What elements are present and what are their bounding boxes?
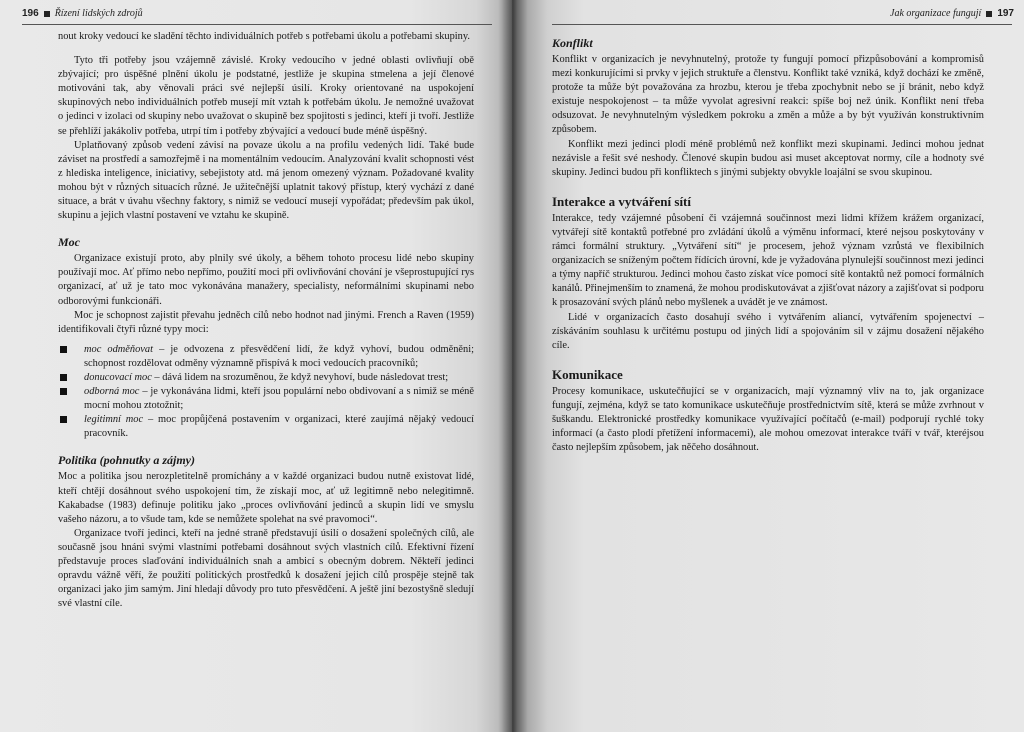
- list-item-text: – je vykonávána lidmi, kteří jsou populární nebo obdivovaní a s nimiž se méně mocní mohou ztotožnit;: [84, 386, 474, 412]
- list-item-text: – moc propůjčená postavením v organizaci, které zaujímá nějaký vedoucí pracovník.: [84, 414, 474, 440]
- right-page: [512, 0, 1024, 732]
- paragraph: Procesy komunikace, uskutečňující se v organizacích, mají významný vliv na to, jak organizace fungují, zejména, když se tato komunikace uskutečňuje prostřednictvím sítě, která se může zvrhnout v šuškandu. Elektronické prostředky komunikace využívající počítačů (e-mail) podporují rychlé toky informací (a často plodí přetížení informacemi), ale mohou omezovat interakce tváří v tvář, kteréjsou často nejlepším způsobem, jak něčeho dosáhnout.: [552, 385, 984, 454]
- list-item: [58, 385, 474, 413]
- square-bullet-icon: [60, 346, 67, 353]
- right-running-title: Jak organizace fungují: [890, 8, 982, 19]
- paragraph: Tyto tři potřeby jsou vzájemně závislé. Kroky vedoucího v jedné oblasti ovlivňují obě zbývající; pro úspěšné plnění úkolu je podstatné, jestliže je skupina stmelena a její členové motivováni tak, aby věnovali práci své nejlepší úsilí. Kroky orientované na uspokojení skupinových nebo individuálních potřeb musejí mít vztah k potřebám úkolu. Je nemožné uvažovat o jedinci v izolaci od skupiny nebo uvažovat o skupině bez spojitosti s jedinci, kteří ji tvoří. Jestliže se přehlíží jakákoliv potřeba, utrpí tím i potřeby zbývající a vedoucí bude méně úspěšný.: [58, 55, 474, 137]
- list-item-term: odborná moc: [84, 386, 140, 398]
- list-item-text: – je odvozena z přesvědčení lidí, že když vyhoví, budou odměněni; schopnost rozdělovat odměny významně přispívá k moci vedoucích pracovníků;: [84, 343, 474, 369]
- paragraph: Moc a politika jsou nerozpletitelně promíchány a v každé organizaci budou nutně existovat lidé, kteří chtějí dosáhnout svého uspokojení tím, že získají moc, ať už legitimně nebo nelegitimně. Kakabadse (1983) definuje politiku jako „proces ovlivňování jedinců a skupin lidí ve smyslu vašeho názoru, a to všude tam, kde se nemůžete spolehat na své pravomoci“.: [58, 471, 474, 525]
- section-heading-komunikace: Komunikace: [552, 366, 623, 382]
- paragraph: Konflikt v organizacích je nevyhnutelný, protože ty fungují pomocí přizpůsobování a kompromisů mezi konkurujícími si prvky v jejich struktuře a členstvu. Konflikt také vzniká, když dochází ke změně, protože ta může být považována za hrozbu, kterou je třeba zpochybnit nebo se jí bránit, nebo když existuje nespokojenost – ta může vyvolat agresivní reakci: spíše boj než únik. Konflikt není třeba odsuzovat. Je nevyhnutelným výsledkem pokroku a změn a může a by být využíván konstruktivním způsobem.: [552, 54, 984, 136]
- section-heading-moc: Moc: [58, 235, 80, 250]
- square-bullet-icon: [44, 11, 50, 17]
- list-item-term: moc odměňovat: [84, 343, 153, 355]
- paragraph: Moc je schopnost zajistit převahu jedněch cílů nebo hodnot nad jinými. French a Raven (1959) identifikovali čtyři různé typy moci:: [58, 309, 474, 335]
- power-types-list: [58, 343, 474, 442]
- left-header-rule: [22, 24, 492, 25]
- list-item: [58, 371, 474, 385]
- list-item-term: donucovací moc: [84, 371, 152, 383]
- left-running-head: [22, 8, 143, 19]
- section-heading-politika: Politika (pohnutky a zájmy): [58, 453, 196, 468]
- left-page-number: 196: [22, 8, 39, 19]
- left-running-title: Řízení lidských zdrojů: [54, 8, 143, 19]
- paragraph: Lidé v organizacích často dosahují svého i vytvářením aliancí, vytvářením spojenectví – získáváním souhlasu k určitému postupu od jiných lidí a spojováním sil v zájmu dosažení nějakého cíle.: [552, 311, 984, 351]
- section-heading-konflikt: Konflikt: [552, 36, 593, 50]
- list-item: [58, 343, 474, 371]
- right-header-rule: [552, 24, 1012, 25]
- paragraph: nout kroky vedoucí ke sladění těchto individuálních potřeb s potřebami úkolu a potřebami skupiny.: [58, 31, 470, 42]
- list-item-term: legitimní moc: [84, 414, 144, 426]
- list-item: [58, 413, 474, 441]
- right-page-number: 197: [997, 8, 1014, 19]
- square-bullet-icon: [60, 388, 67, 395]
- square-bullet-icon: [986, 11, 992, 17]
- right-running-head: [890, 8, 1014, 19]
- list-item-text: – dává lidem na srozuměnou, že když nevyhoví, bude následovat trest;: [151, 371, 449, 383]
- paragraph: Interakce, tedy vzájemné působení či vzájemná součinnost mezi lidmi křížem krážem organizací, vytvářejí sítě kontaktů potřebné pro zvládání úkolů a výměnu informací, které nejsou poskytovány v rámci formální struktury. „Vytváření sítí“ je procesem, jehož význam vzrůstá ve flexibilních organizacích se sníženým počtem řídících úrovní, kde je vyžadována plynulejší součinnost mezi jedinci a týmy napříč strukturou. Jedinci mohou často získat více pomocí sítě kontaktů než pomocí formálních kanálů. Přinejmenším to znamená, že mohou prodiskutovávat a zjišťovat názory a zajišťovat si podporu k prosazování svých plánů nebo myšlenek a uvádět je ve známost.: [552, 212, 984, 309]
- paragraph: Konflikt mezi jedinci plodí méně problémů než konflikt mezi skupinami. Jedinci mohou jednat nezávisle a řešit své neshody. Členové skupin budou asi muset akceptovat normy, cíle a hodnoty své skupiny. Jedinci budou při konfliktech s jinými subjekty obvykle loajální se svou skupinou.: [552, 138, 984, 178]
- paragraph: Organizace existují proto, aby plnily své úkoly, a během tohoto procesu lidé nebo skupiny používají moc. Ať přímo nebo nepřímo, použití moci při ovlivňování chování je všeprostupující rys organizací, ať už je tato moc vykonávána manažery, specialisty, neformálními skupinami nebo odborovými funkcionáři.: [58, 253, 474, 307]
- square-bullet-icon: [60, 374, 67, 381]
- paragraph: Uplatňovaný způsob vedení závisí na povaze úkolu a na profilu vedených lidí. Také bude záviset na prostředí a samozřejmě i na momentálním vedoucím. Analyzování kvalit schopnosti vést z hlediska inteligence, iniciativy, sebejistoty atd. má jenom omezený význam. Požadované kvality mohou být v různých situacích různé. Je užitečnější uplatnit takový přístup, který vychází z dané situace, a brát v úvahu všechny faktory, s nimiž se vedoucí musejí vypořádat; především pak úkol, skupinu a jejich vlastní postavení ve vztahu ke skupině.: [58, 139, 474, 222]
- square-bullet-icon: [60, 416, 67, 423]
- paragraph: Organizace tvoří jedinci, kteří na jedné straně představují úsilí o dosažení společných cílů, ale současně jsou hnáni svými vlastními potřebami dosáhnout svých vlastních cílů. Efektivní řízení představuje proces slaďování individuálních snah a ambicí s obecným dobrem. Někteří jedinci opravdu vážně věří, že použití politických prostředků k dosažení jejich cílů prospěje stejně tak organizaci jako jim samým. Jiní hledají důvody pro tuto přesvědčení. A ještě jiní bezostyšně sledují své vlastní cíle.: [58, 527, 474, 610]
- section-heading-interakce: Interakce a vytváření sítí: [552, 193, 692, 209]
